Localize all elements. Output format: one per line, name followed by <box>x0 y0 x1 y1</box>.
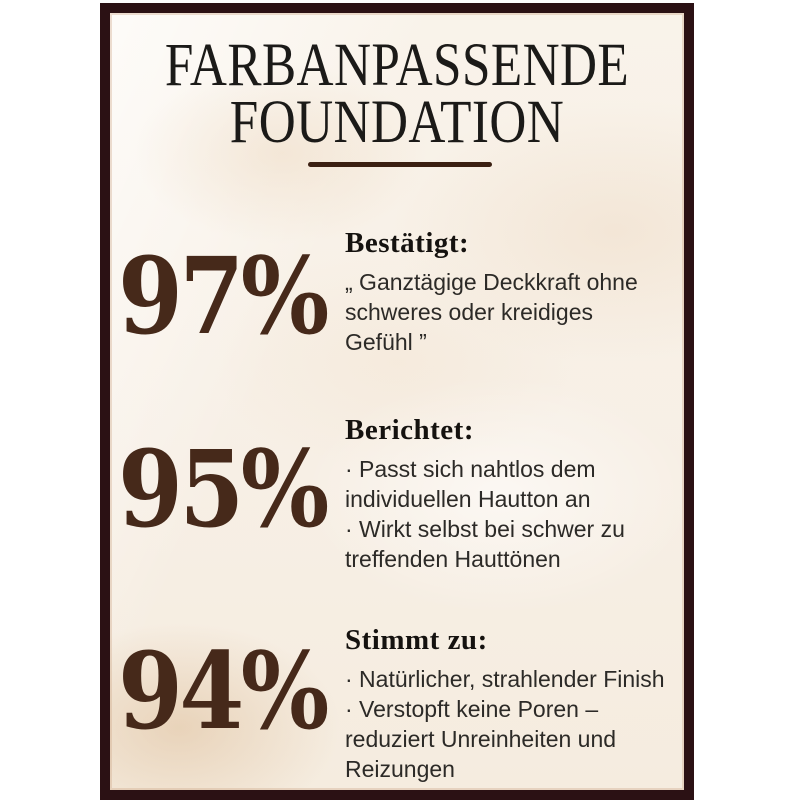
page-title-line2: FOUNDATION <box>229 89 565 156</box>
stat-block-berichtet <box>345 413 625 574</box>
stat-percent-94: 94% <box>118 628 326 753</box>
stat-block-stimmt-zu <box>345 623 665 784</box>
stat-line: · Wirkt selbst bei schwer zu <box>345 516 625 542</box>
title-divider <box>308 162 492 167</box>
stat-heading-stimmt-zu: Stimmt zu: <box>345 624 488 656</box>
stat-line: · Verstopft keine Poren – <box>345 696 599 722</box>
stat-line: schweres oder kreidiges <box>345 299 594 325</box>
stat-line: Reizungen <box>345 756 455 782</box>
stat-block-bestaetigt <box>345 226 638 357</box>
stat-heading-bestaetigt: Bestätigt: <box>345 227 470 259</box>
page-title-line1: FARBANPASSENDE <box>164 32 630 99</box>
stat-line: Gefühl ” <box>345 329 427 355</box>
stat-line: · Natürlicher, strahlender Finish <box>345 666 665 692</box>
stat-percent-97: 97% <box>118 233 326 358</box>
stat-line: · Passt sich nahtlos dem <box>345 456 596 482</box>
stat-heading-berichtet: Berichtet: <box>345 414 474 446</box>
page-title <box>156 32 638 156</box>
stat-line: treffenden Hauttönen <box>345 546 561 572</box>
stat-line: „ Ganztägige Deckkraft ohne <box>345 269 638 295</box>
stat-percent-95: 95% <box>118 426 326 551</box>
stat-line: individuellen Hautton an <box>345 486 591 512</box>
framed-panel <box>100 3 694 800</box>
stat-line: reduziert Unreinheiten und <box>345 726 617 752</box>
